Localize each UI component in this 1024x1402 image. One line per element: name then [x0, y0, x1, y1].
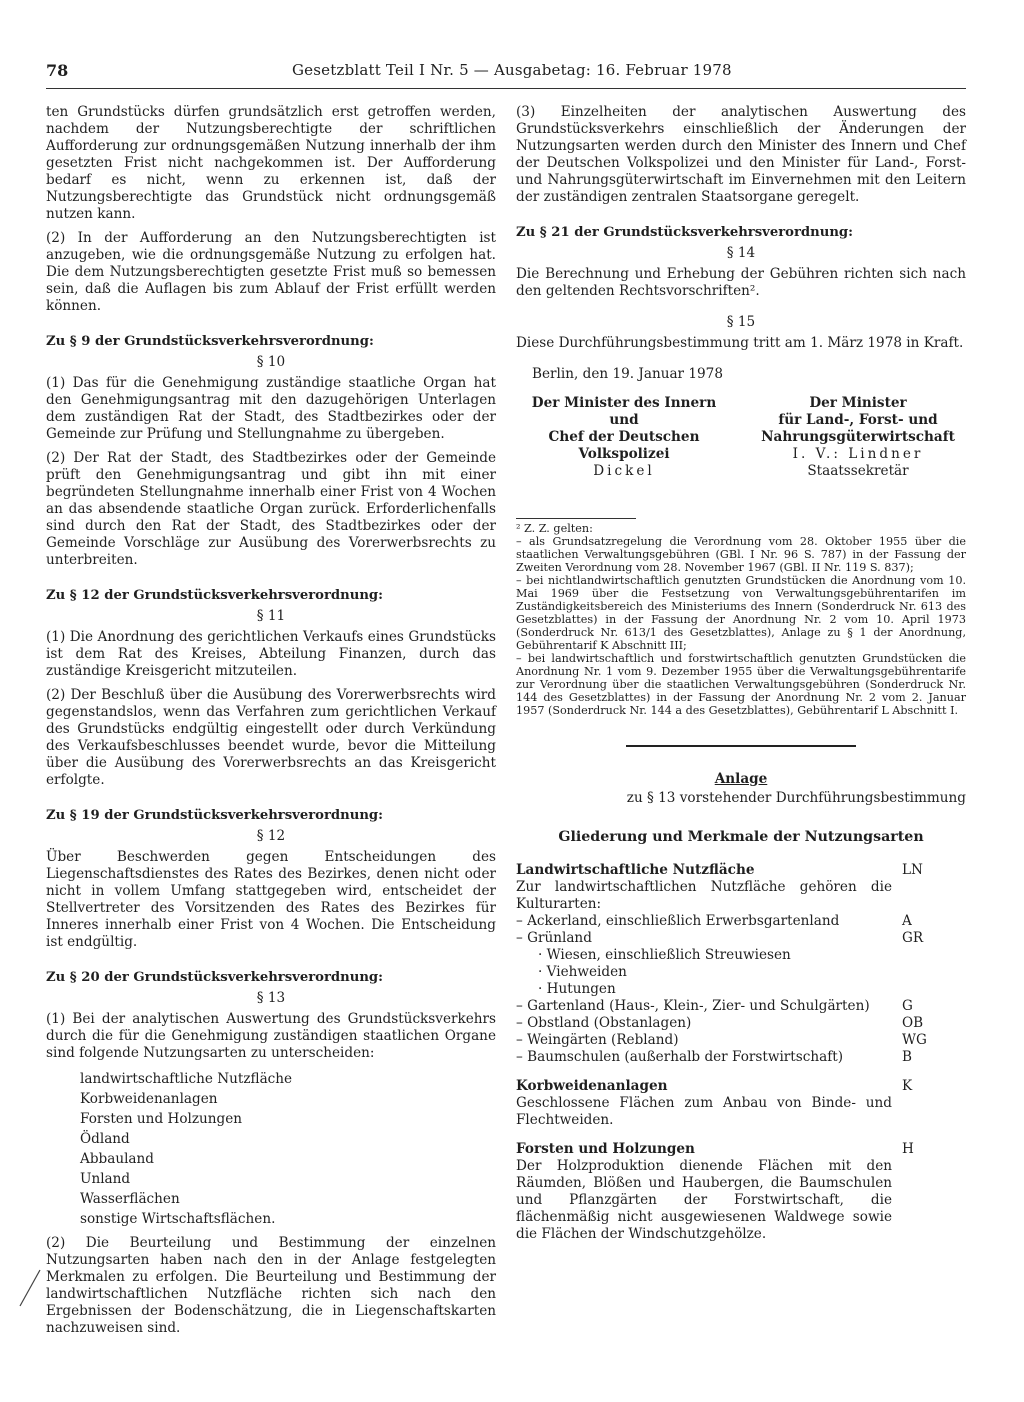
kulturart-code: GR: [902, 930, 924, 946]
category-title: Korbweidenanlagen: [516, 1078, 668, 1094]
signature-right: [750, 395, 966, 480]
kulturart-row: [516, 1032, 966, 1049]
list-item: Wasserflächen: [80, 1191, 180, 1207]
right-column: [516, 104, 966, 1243]
section-divider: [626, 745, 856, 747]
signature-block: [516, 395, 966, 480]
kulturart-code: G: [902, 998, 913, 1014]
signer-title-line: Der Minister des Innern: [531, 395, 717, 411]
section-heading: Zu § 21 der Grundstücksverkehrsverordnung:: [516, 225, 853, 240]
nutzungsarten-list: [46, 1069, 496, 1229]
paragraph-number: § 12: [256, 828, 286, 844]
footnote: [516, 518, 966, 717]
paragraph: Über Beschwerden gegen Entscheidungen des Liegenschaftsdienstes des Rates des Bezirkes, denen nicht oder nicht in vollem Umfang stattgegeben wird, entscheidet der Stellvertreter des Vorsitzenden des Rates des Bezirkes für Inneres innerhalb einer Frist von 4 Wochen. Die Entscheidung ist endgültig.: [46, 849, 496, 950]
paragraph: (3) Einzelheiten der analytischen Auswertung des Grundstücksverkehrs einschließlich der Änderungen der Nutzungsarten werden durch den Minister des Innern und Chef der Deutschen Volkspolizei und den Minister für Land-, Forst- und Nahrungsgüterwirtschaft im Einvernehmen mit den Leitern der zuständigen zentralen Staatsorgane geregelt.: [516, 104, 966, 205]
footnote-line: ² Z. Z. gelten:: [516, 522, 593, 535]
paragraph-number: § 14: [726, 245, 756, 261]
footnote-line: – als Grundsatzregelung die Verordnung vom 28. Oktober 1955 über die staatlichen Verwaltungsgebühren (GBl. I Nr. 96 S. 787) in der Fassung der Zweiten Verordnung vom 28. November 1967 (GBl. II Nr. 119 S. 837);: [516, 535, 966, 574]
section-heading: Zu § 12 der Grundstücksverkehrsverordnung:: [46, 588, 383, 603]
signer-title-line: und: [609, 412, 639, 428]
anlage-subheading: zu § 13 vorstehender Durchführungsbestimmung: [626, 790, 966, 806]
sub-item: · Viehweiden: [538, 964, 627, 980]
category-heading: [516, 1078, 966, 1095]
kulturart-row: [516, 913, 966, 930]
kulturart-text: – Grünland: [516, 930, 592, 946]
kulturart-code: B: [902, 1049, 912, 1065]
category-title: Landwirtschaftliche Nutzfläche: [516, 862, 755, 878]
paragraph: (2) Der Rat der Stadt, des Stadtbezirkes oder der Gemeinde prüft den Genehmigungsantrag und gibt ihn mit einer begründeten Stellungnahme innerhalb einer Frist von 4 Wochen an das absendende staatliche Organ zurück. Erforderlichenfalls sind durch den Rat der Stadt, des Stadtbezirkes oder der Gemeinde Vorschläge zur Ausübung des Vorerwerbsrechts zu unterbreiten.: [46, 450, 496, 568]
kulturart-text: – Gartenland (Haus-, Klein-, Zier- und Schulgärten): [516, 998, 870, 1014]
signer-title-line: für Land-, Forst- und: [778, 412, 938, 428]
page-number: 78: [46, 61, 69, 80]
pencil-mark: [18, 1268, 42, 1308]
header-rule: [46, 88, 966, 89]
paragraph: (2) In der Aufforderung an den Nutzungsberechtigten ist anzugeben, wie die ordnungsgemäße Nutzung zu erfolgen hat. Die dem Nutzungsberechtigten gesetzte Frist muß so bemessen sein, daß die Auflagen bis zum Ablauf der Frist erfüllt werden können.: [46, 230, 496, 314]
category-code: K: [902, 1078, 913, 1094]
list-item: Abbauland: [80, 1151, 154, 1167]
category-heading: [516, 862, 966, 879]
kulturart-code: WG: [902, 1032, 927, 1048]
sub-item: · Hutungen: [538, 981, 616, 997]
kulturart-row: [516, 1049, 966, 1066]
list-item: Ödland: [80, 1131, 130, 1147]
signer-name: Dickel: [593, 463, 655, 479]
kulturart-text: – Weingärten (Rebland): [516, 1032, 679, 1048]
paragraph-number: § 13: [256, 990, 286, 1006]
category-heading: [516, 1141, 966, 1158]
signer-title-line: Nahrungsgüterwirtschaft: [761, 429, 955, 445]
kulturart-row: [516, 930, 966, 947]
signer-title-line: Chef der Deutschen Volkspolizei: [548, 429, 700, 462]
list-item: Unland: [80, 1171, 131, 1187]
paragraph: ten Grundstücks dürfen grundsätzlich erst getroffen werden, nachdem der Nutzungsberechtigte der schriftlichen Aufforderung zur ordnungsgemäßen Nutzung innerhalb der ihm gesetzten Frist nicht nachgekommen ist. Der Aufforderung bedarf es nicht, wenn zu erkennen ist, daß der Nutzungsberechtigte das Grundstück nicht ordnungsgemäß nutzen kann.: [46, 104, 496, 222]
category-text: Geschlossene Flächen zum Anbau von Binde- und Flechtweiden.: [516, 1095, 892, 1128]
kulturart-text: – Obstland (Obstanlagen): [516, 1015, 692, 1031]
paragraph: (1) Das für die Genehmigung zuständige staatliche Organ hat den Genehmigungsantrag mit den dazugehörigen Unterlagen dem zuständigen Rat der Stadt, des Stadtbezirkes oder der Gemeinde zur Prüfung und Stellungnahme zu übergeben.: [46, 375, 496, 442]
paragraph: Die Berechnung und Erhebung der Gebühren richten sich nach den geltenden Rechtsvorschriften².: [516, 266, 966, 299]
section-heading: Zu § 9 der Grundstücksverkehrsverordnung:: [46, 334, 374, 349]
kulturart-code: A: [902, 913, 912, 929]
kulturart-row: [516, 998, 966, 1015]
footnote-rule: [516, 518, 636, 519]
paragraph-number: § 10: [256, 354, 286, 370]
page-header: [46, 62, 966, 84]
header-title: Gesetzblatt Teil I Nr. 5 — Ausgabetag: 16. Februar 1978: [292, 61, 732, 79]
list-item: landwirtschaftliche Nutzfläche: [80, 1071, 293, 1087]
paragraph: Diese Durchführungsbestimmung tritt am 1. März 1978 in Kraft.: [516, 335, 964, 351]
paragraph: (1) Die Anordnung des gerichtlichen Verkaufs eines Grundstücks ist dem Rat des Kreises, Abteilung Finanzen, durch das zuständige Kreisgericht mitzuteilen.: [46, 629, 496, 679]
kulturart-text: – Ackerland, einschließlich Erwerbsgartenland: [516, 913, 840, 929]
category-code: H: [902, 1141, 914, 1157]
signer-role: Staatssekretär: [807, 463, 909, 479]
anlage-heading: Anlage: [714, 771, 768, 787]
gliederung-title: Gliederung und Merkmale der Nutzungsarten: [558, 829, 924, 845]
section-heading: Zu § 20 der Grundstücksverkehrsverordnung:: [46, 970, 383, 985]
category-title: Forsten und Holzungen: [516, 1141, 695, 1157]
paragraph-number: § 11: [256, 608, 286, 624]
list-item: sonstige Wirtschaftsflächen.: [80, 1211, 276, 1227]
category-text: Zur landwirtschaftlichen Nutzfläche gehören die Kulturarten:: [516, 879, 892, 912]
paragraph: (2) Die Beurteilung und Bestimmung der einzelnen Nutzungsarten haben nach den in der Anlage festgelegten Merkmalen zu erfolgen. Die Beurteilung und Bestimmung der landwirtschaftlichen Nutzfläche richten sich nach den Ergebnissen der Bodenschätzung, die in Liegenschaftskarten nachzuweisen sind.: [46, 1235, 496, 1336]
kulturart-row: [516, 1015, 966, 1032]
signer-title-line: Der Minister: [809, 395, 907, 411]
paragraph-number: § 15: [726, 314, 756, 330]
paragraph: (1) Bei der analytischen Auswertung des Grundstücksverkehrs durch die für die Genehmigung zuständigen staatlichen Organe sind folgende Nutzungsarten zu unterscheiden:: [46, 1011, 496, 1061]
section-heading: Zu § 19 der Grundstücksverkehrsverordnung:: [46, 808, 383, 823]
signature-left: [516, 395, 732, 480]
date-line: Berlin, den 19. Januar 1978: [532, 366, 723, 382]
footnote-line: – bei nichtlandwirtschaftlich genutzten Grundstücken die Anordnung vom 10. Mai 1969 über die Festsetzung von Verwaltungsgebührentarifen im Zuständigkeitsbereich des Ministeriums des Innern (Sonderdruck Nr. 613 des Gesetzblattes) in der Fassung der Anordnung Nr. 2 vom 10. April 1973 (Sonderdruck Nr. 613/1 des Gesetzblattes), Anlage zu § 1 der Anordnung, Gebührentarif K Abschnitt III;: [516, 574, 966, 652]
category-code: LN: [902, 862, 923, 878]
category-text: Der Holzproduktion dienende Flächen mit den Räumden, Blößen und Haubergen, die Baumschulen und Pflanzgärten der Forstwirtschaft, die flächenmäßig nicht ausgewiesenen Waldwege sowie die Flächen der Windschutzgehölze.: [516, 1158, 892, 1242]
left-column: [46, 104, 496, 1344]
list-item: Korbweidenanlagen: [80, 1091, 218, 1107]
paragraph: (2) Der Beschluß über die Ausübung des Vorerwerbsrechts wird gegenstandslos, wenn das Verfahren zum gerichtlichen Verkauf des Grundstücks endgültig eingestellt oder durch Verkündung des Verkaufsbeschlusses beendet wurde, bevor die Mitteilung über die Ausübung des Vorerwerbsrechts an das Kreisgericht erfolgte.: [46, 687, 496, 788]
kulturart-code: OB: [902, 1015, 924, 1031]
list-item: Forsten und Holzungen: [80, 1111, 243, 1127]
footnote-line: – bei landwirtschaftlich und forstwirtschaftlich genutzten Grundstücken die Anordnung Nr. 1 vom 9. Dezember 1955 über die Verwaltungsgebührentarife zur Verordnung über die staatlichen Verwaltungsgebühren (Sonderdruck Nr. 144 des Gesetzblattes) in der Fassung der Anordnung Nr. 2 vom 2. Januar 1957 (Sonderdruck Nr. 144 a des Gesetzblattes), Gebührentarif L Abschnitt I.: [516, 652, 966, 717]
sub-item: · Wiesen, einschließlich Streuwiesen: [538, 947, 791, 963]
signer-name: I. V.: Lindner: [792, 446, 924, 462]
kulturart-text: – Baumschulen (außerhalb der Forstwirtschaft): [516, 1049, 844, 1065]
